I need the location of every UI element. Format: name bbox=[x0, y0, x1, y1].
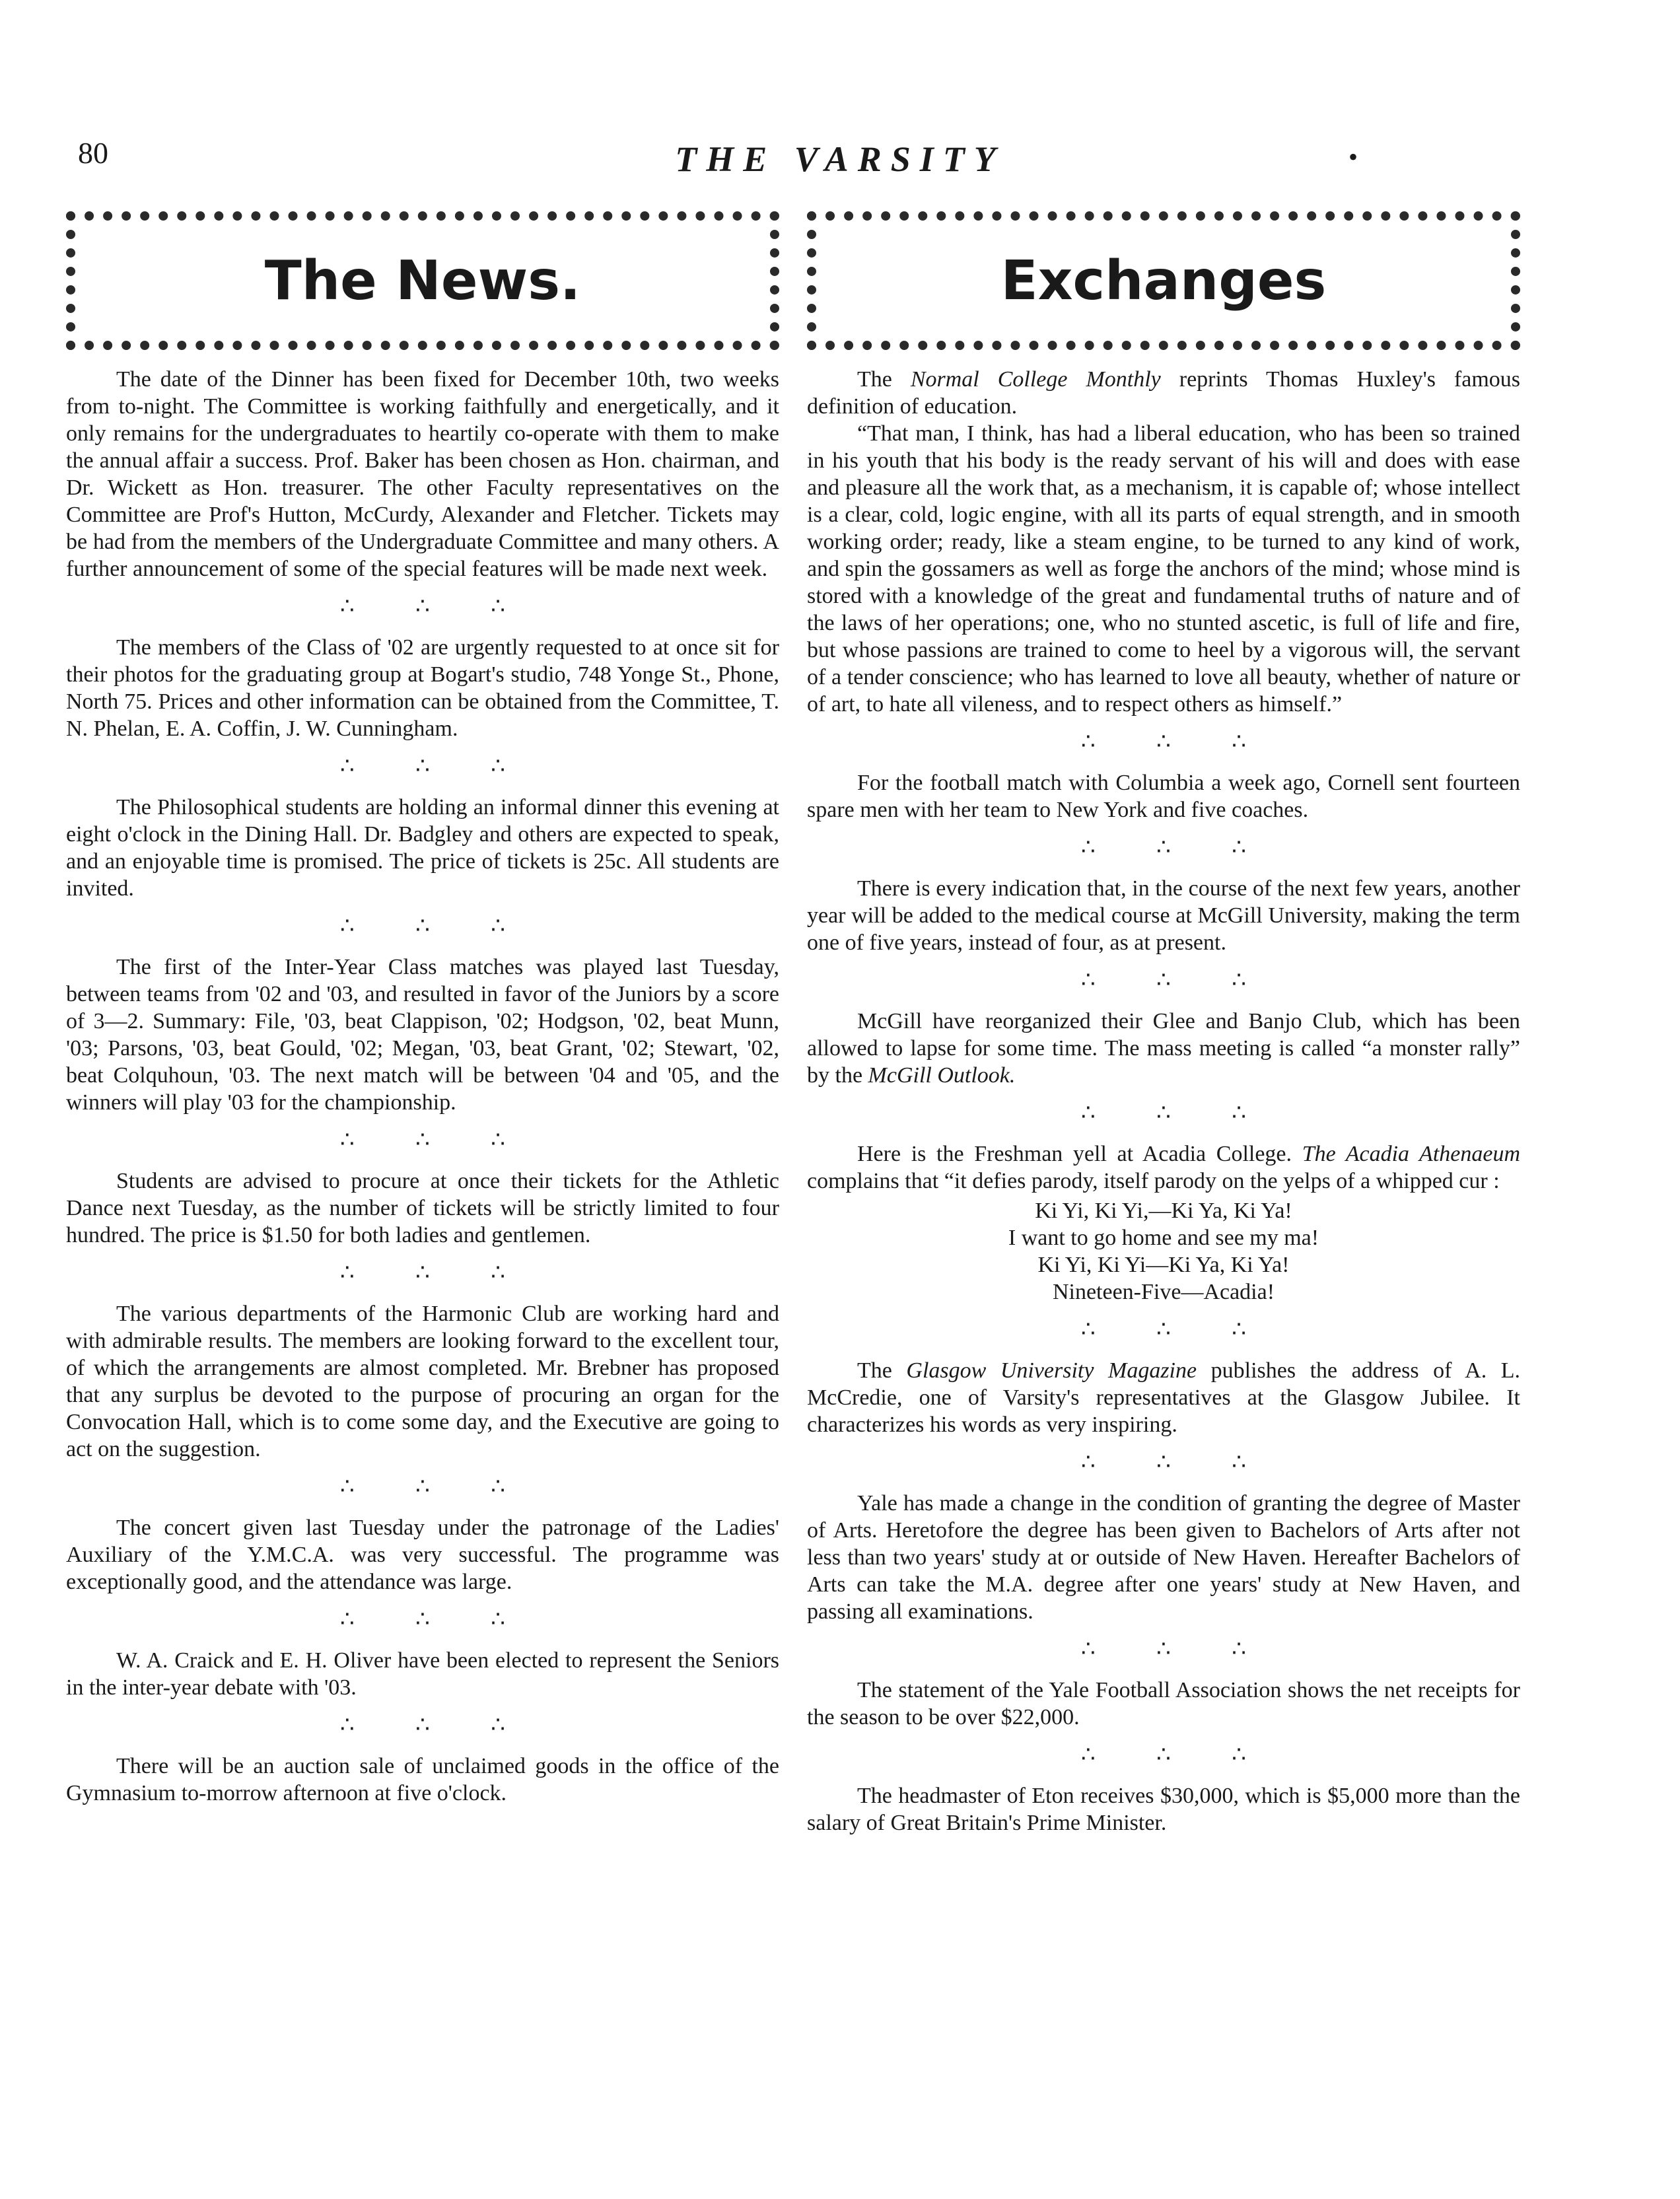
separator: ∴ ∴ ∴ bbox=[1081, 1743, 1274, 1767]
exchanges-column bbox=[807, 211, 1520, 1836]
yell-line: Ki Yi, Ki Yi—Ki Ya, Ki Ya! bbox=[1037, 1253, 1290, 1277]
exchange-article: There is every indication that, in the course of the next few years, another year will be added to the medical course at McGill University, making the term one of five years, instead of four, as at present. bbox=[807, 876, 1520, 955]
separator: ∴ ∴ ∴ bbox=[340, 914, 533, 938]
separator: ∴ ∴ ∴ bbox=[340, 594, 533, 619]
separator: ∴ ∴ ∴ bbox=[1081, 1101, 1274, 1125]
news-article: W. A. Craick and E. H. Oliver have been elected to represent the Seniors in the inter-year debate with '03. bbox=[66, 1648, 779, 1700]
separator: ∴ ∴ ∴ bbox=[340, 1607, 533, 1632]
exchange-article: McGill have reorganized their Glee and Banjo Club, which has been allowed to lapse for some time. The mass meeting is called “a monster rally” by the McGill Outlook. bbox=[807, 1009, 1520, 1088]
news-article: The concert given last Tuesday under the patronage of the Ladies' Auxiliary of the Y.M.C.A. was very successful. The programme was exceptionally good, and the attendance was large. bbox=[66, 1516, 779, 1594]
freshman-yell bbox=[807, 1197, 1520, 1306]
news-article: There will be an auction sale of unclaimed goods in the office of the Gymnasium to-morrow afternoon at five o'clock. bbox=[66, 1754, 779, 1805]
exchange-article: Here is the Freshman yell at Acadia College. The Acadia Athenaeum complains that “it defies parody, itself parody on the yelps of a whipped cur : bbox=[807, 1142, 1520, 1193]
news-article: The date of the Dinner has been fixed for December 10th, two weeks from to-night. The Committee is working faithfully and energetically, and it only remains for the undergraduates to heartily co-operate with them to make the annual affair a success. Prof. Baker has been chosen as Hon. chairman, and Dr. Wickett as Hon. treasurer. The other Faculty representatives on the Committee are Prof's Hutton, McCurdy, Alexander and Fletcher. Tickets may be had from the members of the Undergraduate Committee and many others. A further announcement of some of the special features will be made next week. bbox=[66, 367, 779, 581]
separator: ∴ ∴ ∴ bbox=[340, 1713, 533, 1737]
yell-line: I want to go home and see my ma! bbox=[1008, 1226, 1319, 1250]
separator: ∴ ∴ ∴ bbox=[1081, 835, 1274, 860]
page-number: 80 bbox=[78, 136, 108, 170]
yell-line: Nineteen-Five—Acadia! bbox=[1052, 1280, 1275, 1304]
separator: ∴ ∴ ∴ bbox=[1081, 1450, 1274, 1475]
news-article: Students are advised to procure at once their tickets for the Athletic Dance next Tuesday, as the number of tickets will be strictly limited to four hundred. The price is $1.50 for both ladies and gentlemen. bbox=[66, 1169, 779, 1247]
exchange-article: The Glasgow University Magazine publishes the address of A. L. McCredie, one of Varsity's representatives at the Glasgow Jubilee. It characterizes his words as very inspiring. bbox=[807, 1358, 1520, 1437]
exchange-article: The headmaster of Eton receives $30,000, which is $5,000 more than the salary of Great Britain's Prime Minister. bbox=[807, 1784, 1520, 1835]
huxley-quote: “That man, I think, has had a liberal education, who has been so trained in his youth that his body is the ready servant of his will and does with ease and pleasure all the work that, as a mechanism, it is capable of; whose intellect is a clear, cold, logic engine, with all its parts of equal strength, and in smooth working order; ready, like a steam engine, to be turned to any kind of work, and spin the gossamers as well as forge the anchors of the mind; whose mind is stored with a knowledge of the great and fundamental truths of nature and of the laws of her operations; one, who no stunted ascetic, is full of life and fire, but whose passions are trained to come to heel by a vigorous will, the servant of a tender conscience; who has learned to love all beauty, whether of nature or of art, to hate all vileness, and to respect others as himself.” bbox=[807, 421, 1520, 716]
publication-name: McGill Outlook. bbox=[868, 1063, 1016, 1088]
separator: ∴ ∴ ∴ bbox=[1081, 1637, 1274, 1661]
separator: ∴ ∴ ∴ bbox=[1081, 968, 1274, 993]
separator: ∴ ∴ ∴ bbox=[1081, 1317, 1274, 1342]
exchange-article: The Normal College Monthly reprints Thomas Huxley's famous definition of education. “That man, I think, has had a liberal education, who has been so trained in his youth that his body is the ready servant of his will and does with ease and pleasure all the work that, as a mechanism, it is capable of; whose intellect is a clear, cold, logic engine, with all its parts of equal strength, and in smooth working order; ready, like a steam engine, to be turned to any kind of work, and spin the gossamers as well as forge the anchors of the mind; whose mind is stored with a knowledge of the great and fundamental truths of nature and of the laws of her operations; one, who no stunted ascetic, is full of life and fire, but whose passions are trained to come to heel by a vigorous will, the servant of a tender conscience; who has learned to love all beauty, whether of nature or of art, to hate all vileness, and to respect others as himself.” bbox=[807, 367, 1521, 716]
news-article: The members of the Class of '02 are urgently requested to at once sit for their photos for the graduating group at Bogart's studio, 748 Yonge St., Phone, North 75. Prices and other information can be obtained from the Committee, T. N. Phelan, E. A. Coffin, J. W. Cunningham. bbox=[66, 635, 779, 741]
separator: ∴ ∴ ∴ bbox=[340, 1128, 533, 1152]
news-article: The various departments of the Harmonic Club are working hard and with admirable results. The members are looking forward to the excellent tour, of which the arrangements are almost completed. Mr. Brebner has proposed that any surplus be devoted to the purpose of procuring an organ for the Convocation Hall, which is to come some day, and the Executive are going to act on the suggestion. bbox=[66, 1302, 779, 1461]
separator: ∴ ∴ ∴ bbox=[340, 754, 533, 779]
news-article: The Philosophical students are holding an informal dinner this evening at eight o'clock in the Dining Hall. Dr. Badgley and others are expected to speak, and an enjoyable time is promised. The price of tickets is 25c. All students are invited. bbox=[66, 795, 779, 901]
exchange-article: Yale has made a change in the condition of granting the degree of Master of Arts. Heretofore the degree has been given to Bachelors of Arts after not less than two years' study at or outside of New Haven. Hereafter Bachelors of Arts can take the M.A. degree after one years' study at New Haven, and passing all examinations. bbox=[807, 1491, 1520, 1624]
yell-line: Ki Yi, Ki Yi,—Ki Ya, Ki Ya! bbox=[1035, 1199, 1292, 1223]
news-heading: The News. bbox=[66, 211, 779, 350]
separator: ∴ ∴ ∴ bbox=[340, 1261, 533, 1285]
exchanges-heading: Exchanges bbox=[807, 211, 1520, 350]
exchange-article: For the football match with Columbia a week ago, Cornell sent fourteen spare men with her team to New York and five coaches. bbox=[807, 771, 1520, 822]
news-article: The first of the Inter-Year Class matches was played last Tuesday, between teams from '02 and '03, and resulted in favor of the Juniors by a score of 3—2. Summary: File, '03, beat Clappison, '02; Hodgson, '02, beat Munn, '03; Parsons, '03, beat Gould, '02; Megan, '03, beat Grant, '02; Stewart, '02, beat Colquhoun, '03. The next match will be between '04 and '05, and the winners will play '03 for the championship. bbox=[66, 955, 779, 1115]
publication-name: Glasgow University Magazine bbox=[906, 1358, 1197, 1383]
news-column bbox=[66, 211, 779, 1807]
publication-name: Normal College Monthly bbox=[910, 367, 1161, 392]
separator: ∴ ∴ ∴ bbox=[1081, 730, 1274, 754]
dot-mark: • bbox=[1348, 142, 1358, 172]
exchange-article: The statement of the Yale Football Association shows the net receipts for the season to be over $22,000. bbox=[807, 1678, 1520, 1729]
publication-name: The Acadia Athenaeum bbox=[1302, 1142, 1520, 1166]
masthead: THE VARSITY bbox=[675, 139, 1005, 179]
separator: ∴ ∴ ∴ bbox=[340, 1475, 533, 1499]
